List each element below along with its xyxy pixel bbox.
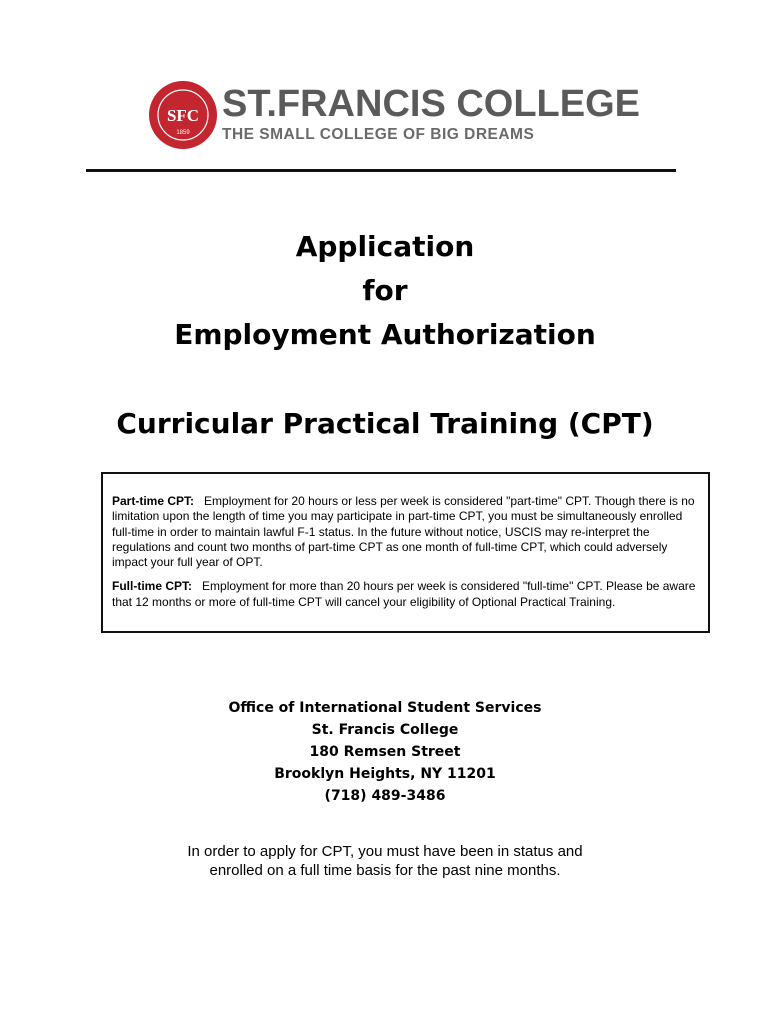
header-divider	[86, 169, 676, 172]
full-time-text: Employment for more than 20 hours per week is considered "full-time" CPT. Please be aware that 12 months or more of full-time CPT will cancel your eligibility of Optional Practical Training.	[112, 579, 696, 609]
part-time-label: Part-time CPT:	[112, 494, 195, 508]
title-line-2: for	[362, 274, 408, 307]
office-address-block	[0, 697, 770, 807]
college-name-wordmark: ST.FRANCIS COLLEGE	[222, 83, 641, 125]
full-time-paragraph	[112, 579, 699, 610]
office-city: Brooklyn Heights, NY 11201	[274, 766, 496, 782]
college-seal-icon	[148, 80, 218, 150]
college-logo	[148, 80, 641, 152]
title-line-1: Application	[295, 230, 475, 263]
eligibility-note	[0, 842, 770, 880]
document-title	[0, 225, 770, 357]
office-street: 180 Remsen Street	[309, 744, 461, 760]
part-time-paragraph	[112, 494, 699, 570]
svg-text:SFC: SFC	[166, 106, 200, 125]
document-subtitle: Curricular Practical Training (CPT)	[116, 407, 654, 440]
office-college: St. Francis College	[311, 722, 459, 738]
college-tagline: THE SMALL COLLEGE OF BIG DREAMS	[222, 126, 535, 143]
full-time-label: Full-time CPT:	[112, 579, 192, 594]
part-time-text: Employment for 20 hours or less per week is considered "part-time" CPT. Though there is no limitation upon the length of time you may participate in part-time CPT, you must be simultaneously enrolled full-time in order to maintain lawful F-1 status. In the future without notice, USCIS may re-interpret the regulations and count two months of part-time CPT as one month of full-time CPT, which could adversely impact your full year of OPT.	[112, 494, 695, 570]
cpt-info-box	[101, 472, 710, 633]
office-phone: (718) 489-3486	[324, 788, 446, 804]
note-line-1: In order to apply for CPT, you must have been in status and	[187, 843, 583, 860]
note-line-2: enrolled on a full time basis for the past nine months.	[209, 862, 561, 879]
office-name: Office of International Student Services	[228, 700, 542, 716]
title-line-3: Employment Authorization	[174, 318, 596, 351]
svg-text:1859: 1859	[176, 130, 190, 136]
